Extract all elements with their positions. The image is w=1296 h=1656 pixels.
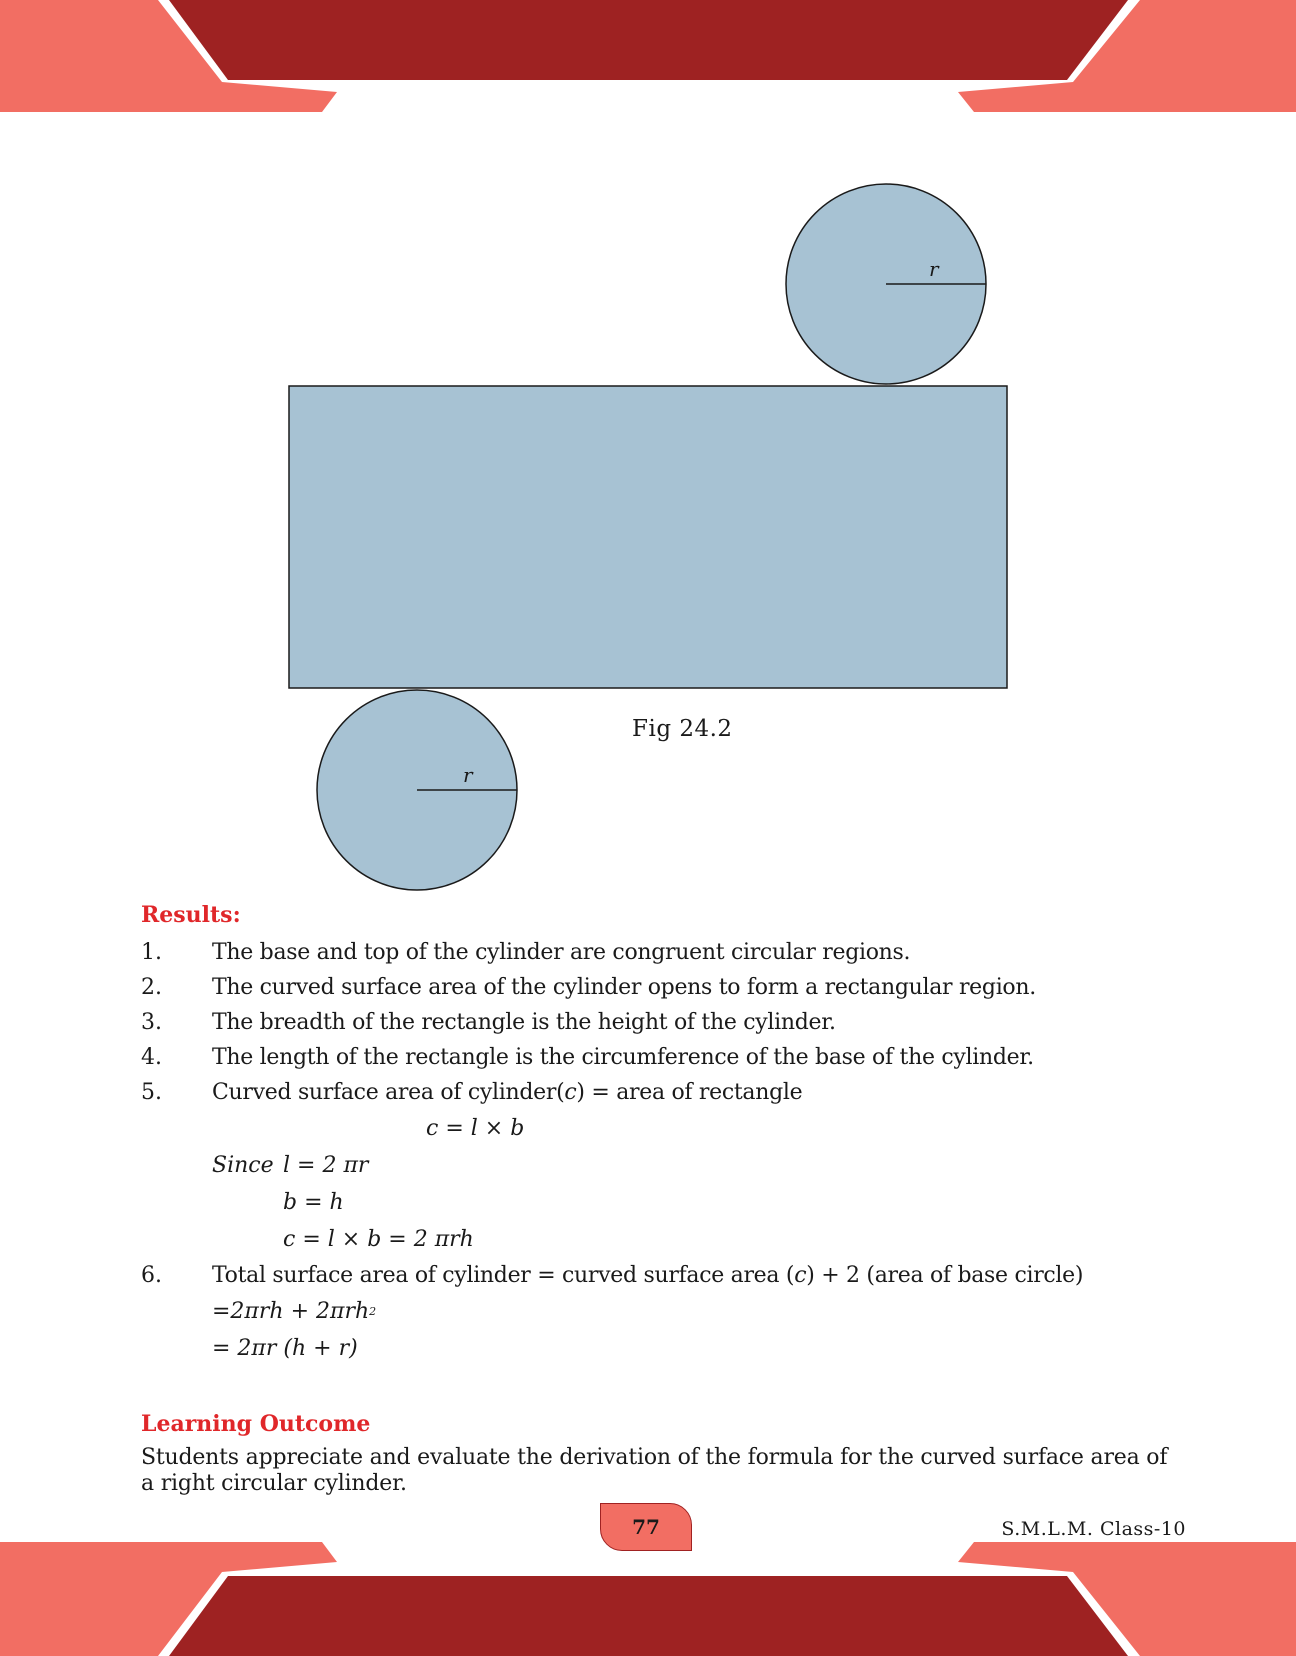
lateral-rectangle [289, 386, 1007, 688]
item-text: The breadth of the rectangle is the height of the cylinder. [212, 1010, 836, 1035]
footer-band [169, 1576, 1128, 1656]
item-number: 5. [141, 1080, 162, 1105]
item-text-part: ) + 2 (area of base circle) [806, 1263, 1084, 1288]
variable-c: c [564, 1080, 577, 1105]
equation-c-lb: c = l × b [426, 1116, 525, 1141]
list-item [141, 1075, 1181, 1110]
equation-tsa-factored: = 2πr (h + r) [212, 1336, 358, 1361]
item-text: The base and top of the cylinder are congruent circular regions. [212, 940, 911, 965]
item-text: The curved surface area of the cylinder opens to form a rectangular region. [212, 975, 1036, 1000]
list-item [141, 970, 1181, 1005]
footer-decoration [0, 1540, 1296, 1656]
equation-line [141, 1110, 1181, 1147]
learning-outcome-text: Students appreciate and evaluate the derivation of the formula for the curved surface area of a right circular cylinder. [141, 1445, 1168, 1496]
equation-c-result: c = l × b = 2 πrh [283, 1227, 474, 1252]
results-heading: Results: [141, 902, 241, 928]
top-radius-label: r [929, 257, 939, 281]
item-number: 6. [141, 1263, 162, 1288]
equation-tsa: =2πrh + 2πrh [212, 1299, 370, 1324]
equation-b: b = h [283, 1190, 344, 1215]
item-number: 3. [141, 1010, 162, 1035]
equation-line [141, 1147, 1181, 1184]
list-item [141, 1258, 1181, 1293]
item-text [212, 1080, 802, 1105]
item-number: 4. [141, 1045, 162, 1070]
equation-tsa-exponent: 2 [369, 1305, 377, 1318]
since-label: Since [212, 1153, 274, 1178]
equation-line [141, 1330, 1181, 1367]
page-number-tab: 77 [600, 1503, 692, 1551]
item-text-part: ) = area of rectangle [576, 1080, 803, 1105]
item-number: 2. [141, 975, 162, 1000]
equation-line [141, 1184, 1181, 1221]
item-text [212, 1263, 1083, 1288]
list-item [141, 935, 1181, 970]
figure-caption: Fig 24.2 [632, 716, 733, 742]
item-number: 1. [141, 940, 162, 965]
list-item [141, 1040, 1181, 1075]
item-text: The length of the rectangle is the circumference of the base of the cylinder. [212, 1045, 1034, 1070]
learning-outcome-heading: Learning Outcome [141, 1411, 371, 1437]
equation-l: l = 2 πr [283, 1153, 369, 1178]
variable-c: c [794, 1263, 807, 1288]
item-text-part: Curved surface area of cylinder( [212, 1080, 565, 1105]
list-item [141, 1005, 1181, 1040]
results-list [141, 935, 1181, 1367]
equation-line [141, 1221, 1181, 1258]
equation-line [141, 1293, 1181, 1330]
footer-class-label: S.M.L.M. Class-10 [1001, 1518, 1186, 1540]
bottom-radius-label: r [463, 763, 473, 787]
item-text-part: Total surface area of cylinder = curved surface area ( [212, 1263, 795, 1288]
